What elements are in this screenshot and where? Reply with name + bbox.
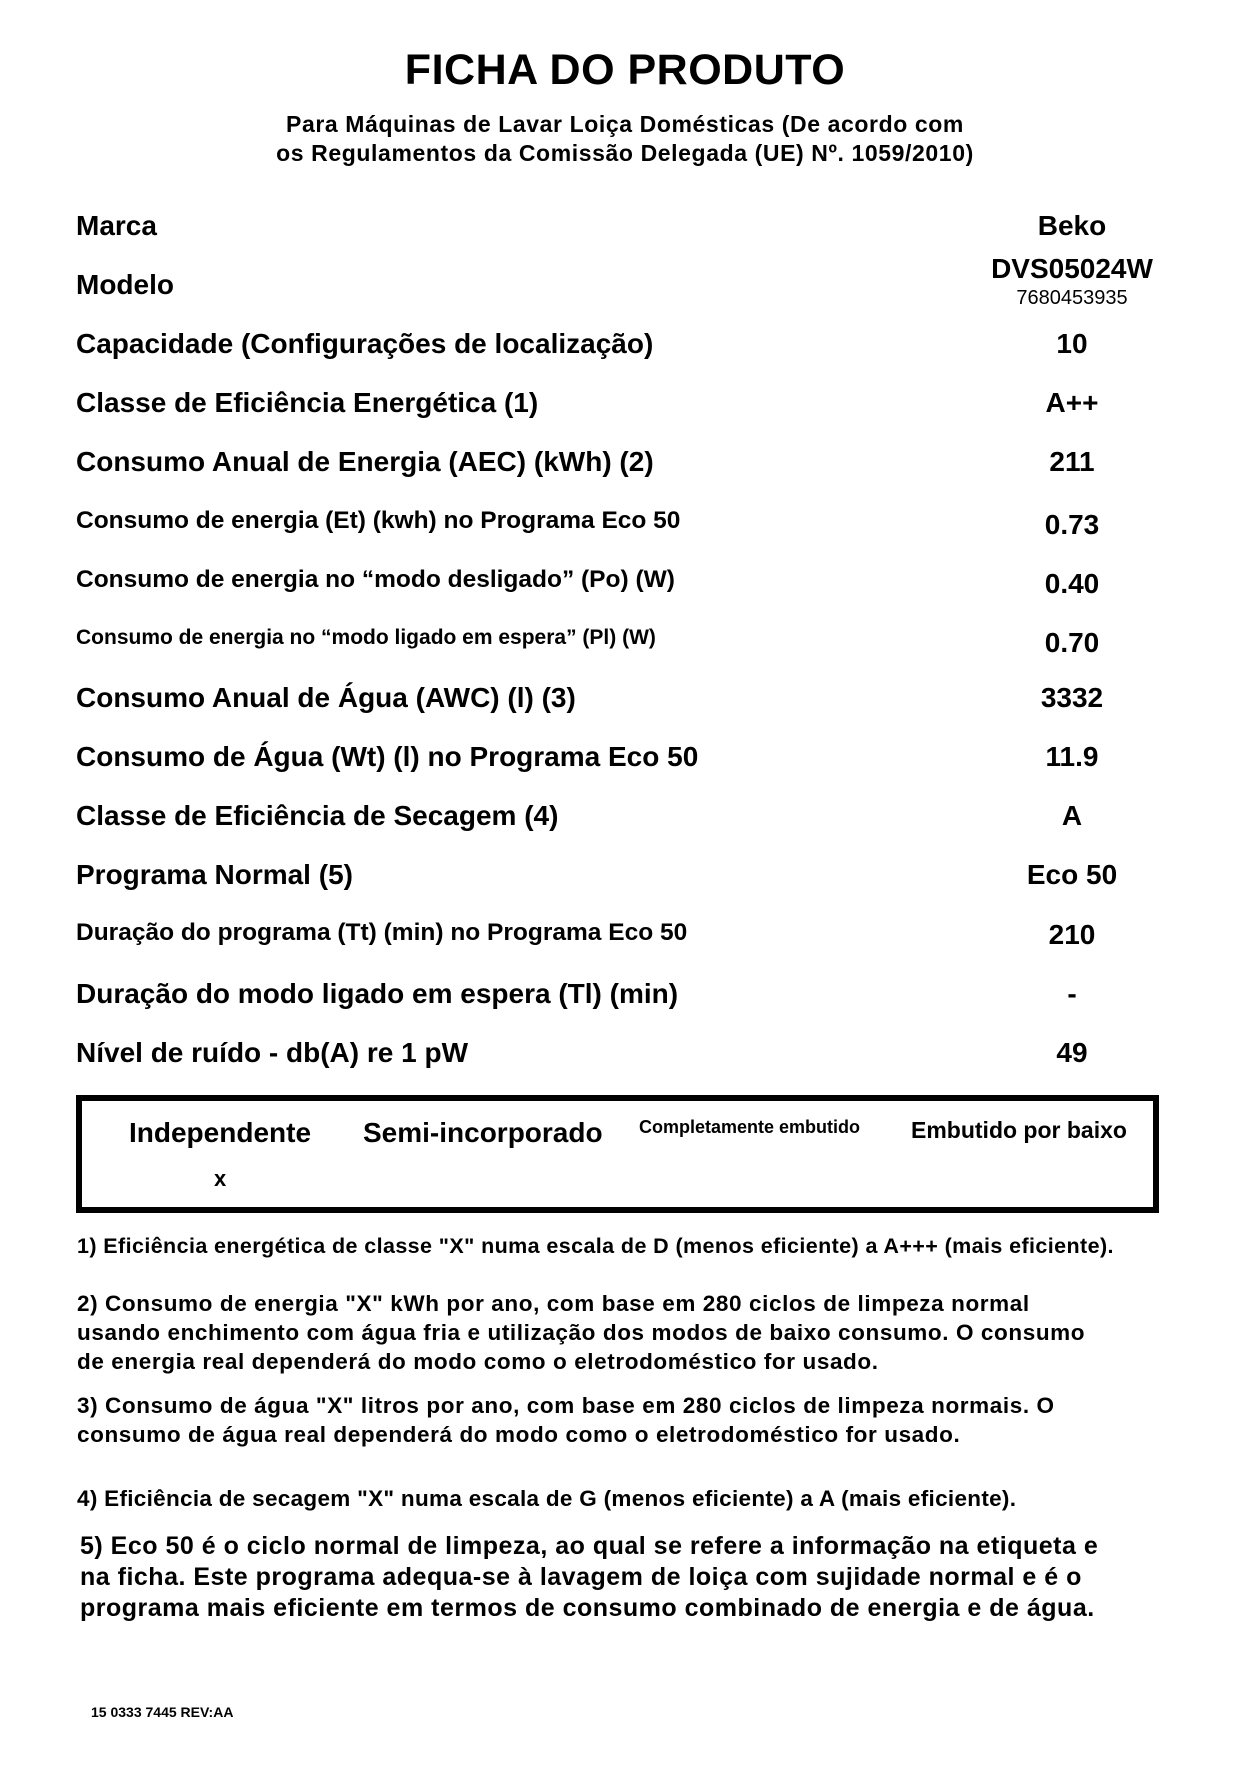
subtitle-line-1: Para Máquinas de Lavar Loiça Domésticas (De acordo com bbox=[286, 111, 964, 137]
spec-label: Duração do programa (Tt) (min) no Programa Eco 50 bbox=[76, 919, 688, 946]
model-code: 7680453935 bbox=[1016, 287, 1128, 309]
option-completamente-embutido: Completamente embutido bbox=[639, 1117, 861, 1137]
footnote-3: 3) Consumo de água "X" litros por ano, com base em 280 ciclos de limpeza normais. O consumo de água real dependerá do modo como o eletrodoméstico for usado. bbox=[77, 1393, 1055, 1447]
option-semi-incorporado: Semi-incorporado bbox=[363, 1117, 603, 1148]
installation-type-box bbox=[76, 1095, 1159, 1213]
spec-value: 49 bbox=[1056, 1037, 1088, 1068]
page-title: FICHA DO PRODUTO bbox=[404, 46, 846, 94]
spec-label: Consumo de Água (Wt) (l) no Programa Eco 50 bbox=[76, 741, 699, 772]
spec-label: Programa Normal (5) bbox=[76, 859, 353, 890]
spec-label: Nível de ruído - db(A) re 1 pW bbox=[76, 1037, 469, 1068]
document-code: 15 0333 7445 REV:AA bbox=[91, 1704, 234, 1720]
spec-value: 11.9 bbox=[1045, 741, 1099, 772]
spec-value: 3332 bbox=[1040, 682, 1104, 713]
spec-label: Duração do modo ligado em espera (Tl) (min) bbox=[76, 978, 679, 1009]
spec-label: Capacidade (Configurações de localização) bbox=[76, 328, 654, 359]
footnote-4: 4) Eficiência de secagem "X" numa escala de G (menos eficiente) a A (mais eficiente). bbox=[77, 1486, 1017, 1511]
spec-label: Consumo de energia no “modo desligado” (Po) (W) bbox=[76, 566, 675, 593]
spec-label: Consumo de energia (Et) (kwh) no Programa Eco 50 bbox=[76, 507, 681, 534]
selected-mark: x bbox=[214, 1166, 227, 1191]
spec-value: 0.73 bbox=[1044, 509, 1100, 540]
spec-value: 10 bbox=[1056, 328, 1088, 359]
spec-value: 211 bbox=[1049, 446, 1095, 477]
spec-value: Beko bbox=[1037, 210, 1107, 241]
footnote-1: 1) Eficiência energética de classe "X" numa escala de D (menos eficiente) a A+++ (mais eficiente). bbox=[77, 1234, 1114, 1258]
spec-value: 210 bbox=[1048, 919, 1096, 950]
spec-label: Classe de Eficiência Energética (1) bbox=[76, 387, 539, 418]
spec-value: DVS05024W bbox=[991, 253, 1153, 284]
footnote-5: 5) Eco 50 é o ciclo normal de limpeza, ao qual se refere a informação na etiqueta e na ficha. Este programa adequa-se à lavagem de loiça com sujidade normal e é o programa mais eficiente em termos de consumo combinado de energia e de água. bbox=[80, 1532, 1099, 1622]
spec-label: Modelo bbox=[76, 269, 174, 300]
spec-label: Classe de Eficiência de Secagem (4) bbox=[76, 800, 559, 831]
spec-value: 0.40 bbox=[1044, 568, 1100, 599]
spec-label: Consumo de energia no “modo ligado em espera” (Pl) (W) bbox=[76, 626, 656, 649]
option-embutido-por-baixo: Embutido por baixo bbox=[911, 1117, 1127, 1143]
spec-label: Consumo Anual de Água (AWC) (l) (3) bbox=[76, 682, 576, 713]
option-independente: Independente bbox=[129, 1117, 312, 1148]
spec-value: A++ bbox=[1045, 387, 1099, 418]
spec-value: Eco 50 bbox=[1026, 859, 1118, 890]
subtitle-line-2: os Regulamentos da Comissão Delegada (UE) Nº. 1059/2010) bbox=[276, 140, 974, 166]
spec-label: Consumo Anual de Energia (AEC) (kWh) (2) bbox=[76, 446, 654, 477]
spec-value: 0.70 bbox=[1044, 627, 1100, 658]
spec-label: Marca bbox=[76, 210, 157, 241]
spec-value: - bbox=[1067, 978, 1077, 1009]
footnote-2: 2) Consumo de energia "X" kWh por ano, com base em 280 ciclos de limpeza normal usando enchimento com água fria e utilização dos modos de baixo consumo. O consumo de energia real dependerá do modo como o eletrodoméstico for usado. bbox=[77, 1291, 1086, 1374]
spec-value: A bbox=[1061, 800, 1083, 831]
